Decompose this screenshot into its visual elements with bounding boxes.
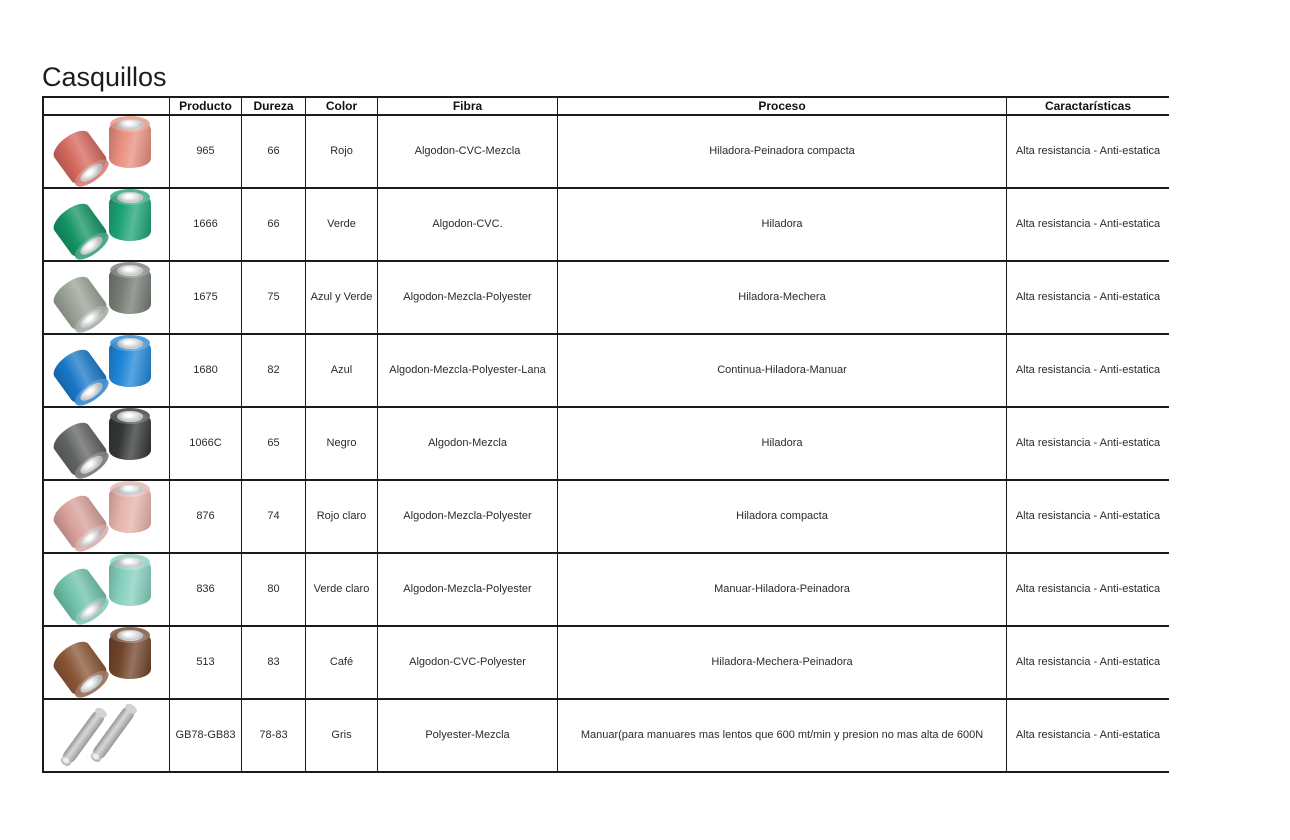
cell-caracteristicas: Alta resistancia - Anti-estatica	[1015, 437, 1161, 449]
cell-fibra: Polyester-Mezcla	[378, 700, 558, 771]
cell-proceso: Hiladora	[558, 408, 1007, 479]
cell-dureza: 66	[242, 189, 306, 260]
roller-bore	[117, 265, 143, 276]
cell-color: Gris	[306, 700, 378, 771]
cell-color: Verde	[306, 189, 378, 260]
table-row	[44, 116, 1169, 189]
cell-fibra: Algodon-CVC-Mezcla	[378, 116, 558, 187]
cell-caracteristicas: Alta resistancia - Anti-estatica	[1015, 145, 1161, 157]
cell-caracteristicas: Alta resistancia - Anti-estatica	[1015, 510, 1161, 522]
product-image	[51, 483, 163, 551]
roller-left-icon	[48, 344, 110, 406]
cell-image	[44, 262, 170, 333]
table-body	[44, 116, 1169, 773]
roller-cap	[70, 519, 112, 552]
cell-proceso: Hiladora	[558, 189, 1007, 260]
cell-image	[44, 700, 170, 771]
roller-left-icon	[48, 563, 110, 625]
cell-producto: 513	[170, 627, 242, 698]
roller-right-icon	[109, 631, 151, 679]
roller-bore	[117, 557, 143, 568]
column-header-dureza: Dureza	[242, 98, 306, 114]
roller-bore	[117, 411, 143, 422]
roller-left-icon	[48, 271, 110, 333]
roller-cap	[70, 373, 112, 406]
roller-left-icon	[48, 417, 110, 479]
roller-left-icon	[48, 198, 110, 260]
roller-cap	[70, 665, 112, 698]
roller-left-icon	[48, 636, 110, 698]
cell-image	[44, 627, 170, 698]
roller-bore	[117, 119, 143, 130]
table-row	[44, 189, 1169, 262]
cell-image	[44, 335, 170, 406]
roller-left-icon	[48, 490, 110, 552]
roller-right-icon	[109, 193, 151, 241]
table-row	[44, 481, 1169, 554]
table-row	[44, 408, 1169, 481]
cell-producto: 836	[170, 554, 242, 625]
cell-proceso: Hiladora compacta	[558, 481, 1007, 552]
product-image	[51, 556, 163, 624]
cell-fibra: Algodon-CVC.	[378, 189, 558, 260]
cell-caracteristicas: Alta resistancia - Anti-estatica	[1015, 583, 1161, 595]
cell-proceso: Hiladora-Mechera-Peinadora	[558, 627, 1007, 698]
cell-producto: 1666	[170, 189, 242, 260]
roller-right-icon	[109, 266, 151, 314]
cell-producto: 1675	[170, 262, 242, 333]
cell-image	[44, 189, 170, 260]
cell-caracteristicas: Alta resistancia - Anti-estatica	[1015, 729, 1161, 741]
product-image	[51, 410, 163, 478]
cell-fibra: Algodon-Mezcla-Polyester-Lana	[378, 335, 558, 406]
cell-fibra: Algodon-Mezcla-Polyester	[378, 481, 558, 552]
column-header-producto: Producto	[170, 98, 242, 114]
cell-dureza: 82	[242, 335, 306, 406]
cell-color: Verde claro	[306, 554, 378, 625]
cell-producto: 1680	[170, 335, 242, 406]
table-row	[44, 554, 1169, 627]
cell-image	[44, 554, 170, 625]
cell-producto: 876	[170, 481, 242, 552]
cell-producto: 965	[170, 116, 242, 187]
cell-dureza: 74	[242, 481, 306, 552]
product-image	[51, 629, 163, 697]
table-header-row	[44, 98, 1169, 116]
cell-proceso: Manuar(para manuares mas lentos que 600 mt/min y presion no mas alta de 600N	[558, 700, 1007, 771]
product-image	[51, 118, 163, 186]
roller-cap	[70, 227, 112, 260]
table-row	[44, 335, 1169, 408]
roller-cap	[70, 154, 112, 187]
cell-color: Azul y Verde	[306, 262, 378, 333]
roller-right-icon	[109, 558, 151, 606]
column-header-fibra: Fibra	[378, 98, 558, 114]
roller-left-icon	[48, 125, 110, 187]
cell-caracteristicas: Alta resistancia - Anti-estatica	[1015, 364, 1161, 376]
cell-image	[44, 408, 170, 479]
cell-color: Rojo	[306, 116, 378, 187]
roller-bore	[117, 630, 143, 641]
cell-dureza: 83	[242, 627, 306, 698]
column-header-proceso: Proceso	[558, 98, 1007, 114]
column-header-image	[44, 98, 170, 114]
roller-bore	[117, 338, 143, 349]
cell-fibra: Algodon-Mezcla-Polyester	[378, 554, 558, 625]
products-table	[42, 96, 1169, 773]
roller-bore	[117, 192, 143, 203]
cell-proceso: Continua-Hiladora-Manuar	[558, 335, 1007, 406]
cell-dureza: 65	[242, 408, 306, 479]
cell-color: Azul	[306, 335, 378, 406]
cell-proceso: Manuar-Hiladora-Peinadora	[558, 554, 1007, 625]
cell-producto: 1066C	[170, 408, 242, 479]
cell-color: Rojo claro	[306, 481, 378, 552]
roller-right-icon	[109, 412, 151, 460]
roller-right-icon	[109, 339, 151, 387]
page-title: Casquillos	[42, 62, 167, 92]
cell-dureza: 80	[242, 554, 306, 625]
roller-cap	[70, 300, 112, 333]
roller-right-icon	[109, 485, 151, 533]
roller-cap	[70, 592, 112, 625]
cell-color: Café	[306, 627, 378, 698]
product-image	[51, 337, 163, 405]
table-row	[44, 700, 1169, 773]
cell-color: Negro	[306, 408, 378, 479]
roller-cap	[70, 446, 112, 479]
cell-fibra: Algodon-Mezcla	[378, 408, 558, 479]
cell-proceso: Hiladora-Peinadora compacta	[558, 116, 1007, 187]
cell-caracteristicas: Alta resistancia - Anti-estatica	[1015, 656, 1161, 668]
roller-bore	[117, 484, 143, 495]
roller-right-icon	[109, 120, 151, 168]
cell-caracteristicas: Alta resistancia - Anti-estatica	[1015, 218, 1161, 230]
cell-dureza: 75	[242, 262, 306, 333]
table-row	[44, 262, 1169, 335]
cell-image	[44, 116, 170, 187]
column-header-color: Color	[306, 98, 378, 114]
cell-proceso: Hiladora-Mechera	[558, 262, 1007, 333]
cell-fibra: Algodon-CVC-Polyester	[378, 627, 558, 698]
cell-caracteristicas: Alta resistancia - Anti-estatica	[1015, 291, 1161, 303]
cell-dureza: 78-83	[242, 700, 306, 771]
cell-dureza: 66	[242, 116, 306, 187]
product-image	[51, 702, 163, 770]
product-image	[51, 264, 163, 332]
cell-image	[44, 481, 170, 552]
cell-producto: GB78-GB83	[170, 700, 242, 771]
cell-fibra: Algodon-Mezcla-Polyester	[378, 262, 558, 333]
table-row	[44, 627, 1169, 700]
column-header-caracteristicas: Caractarísticas	[1044, 99, 1132, 113]
product-image	[51, 191, 163, 259]
